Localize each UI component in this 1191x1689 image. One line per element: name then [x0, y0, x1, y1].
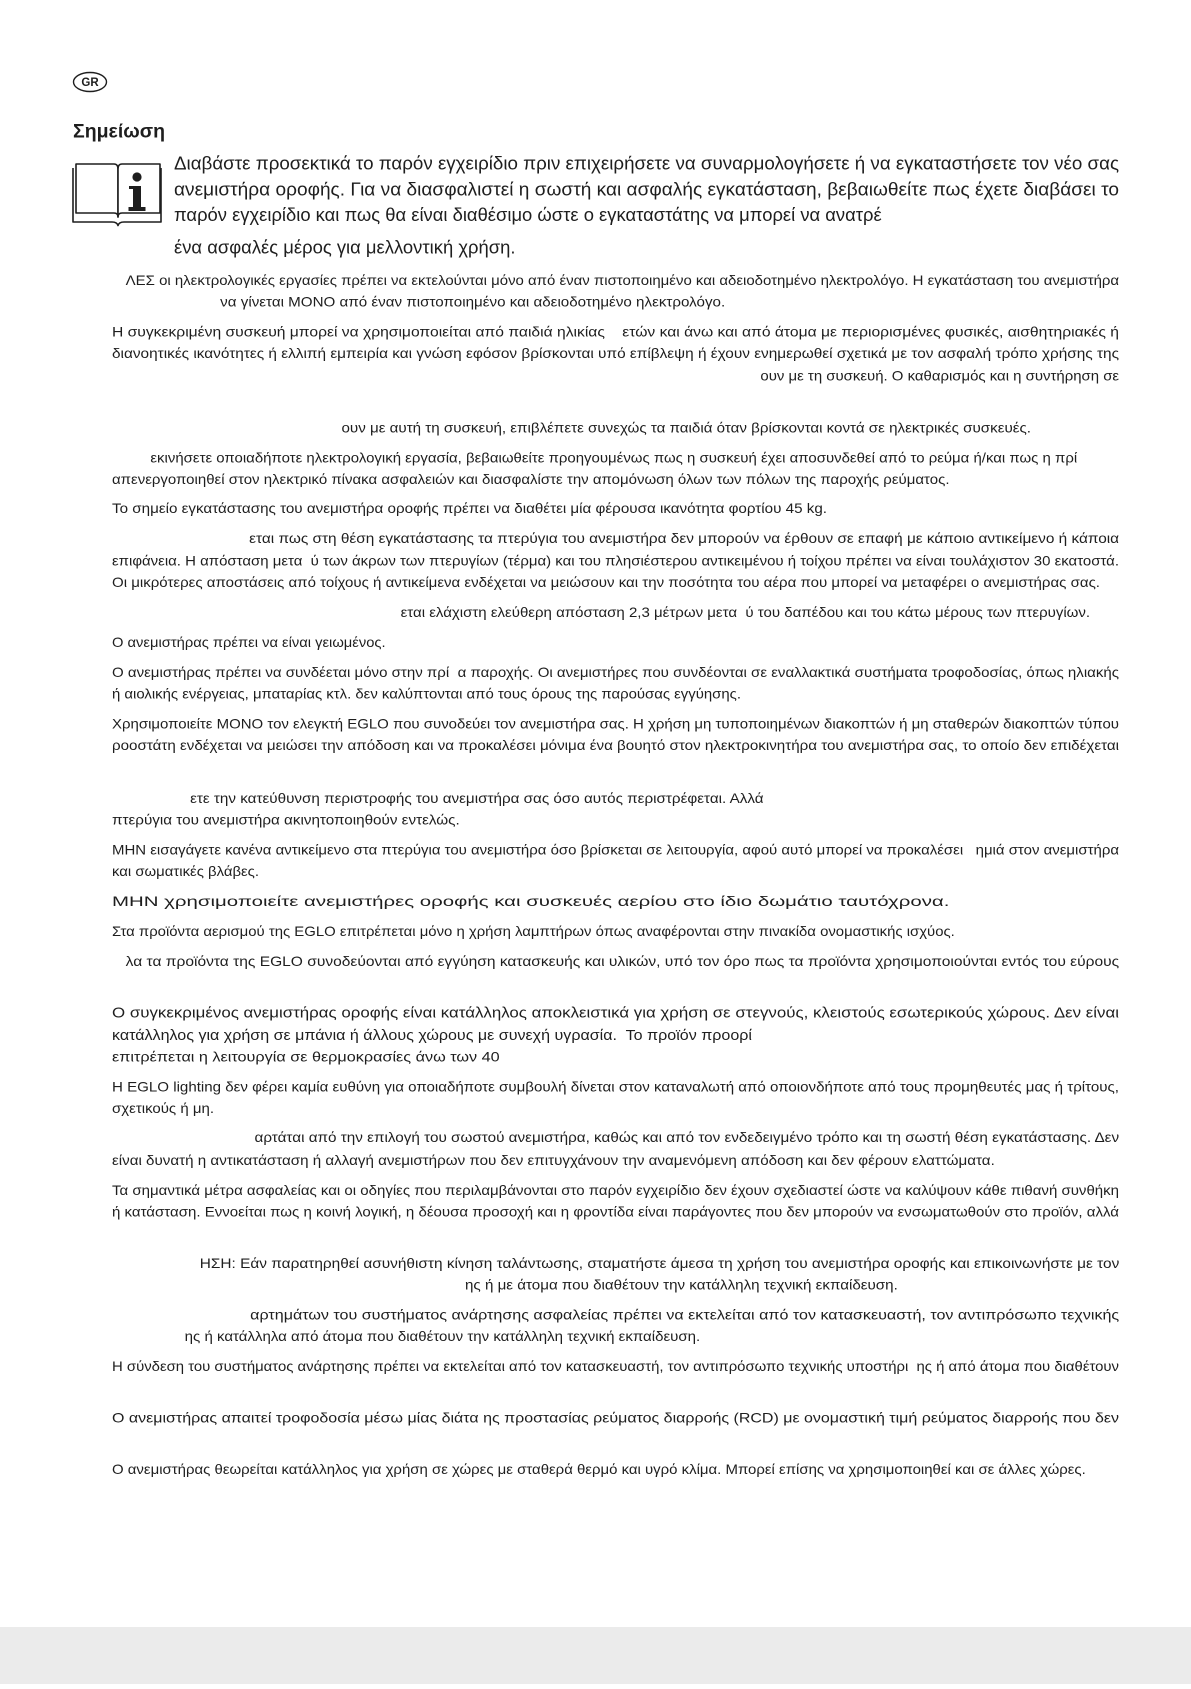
para-line: εκινήσετε οποιαδήποτε ηλεκτρολογική εργασία, βεβαιωθείτε προηγουμένως πως η συσκευή έχει αποσυνδεθεί από το ρεύμα ή/και πως η πρί — [150, 449, 1078, 466]
para-line: Τα σημαντικά μέτρα ασφαλείας και οι οδηγίες που περιλαμβάνονται στο παρόν εγχειρίδιο δεν έχουν σχεδιαστεί ώστε να καλύψουν κάθε πιθανή συνθήκη — [112, 1181, 1119, 1198]
paragraph-grounding — [112, 634, 386, 650]
para-line: επιτρέπεται η λειτουργία σε θερμοκρασίες άνω των 40 — [112, 1048, 500, 1065]
para-line: εται πως στη θέση εγκατάστασης τα πτερύγια του ανεμιστήρα δεν μπορούν να έρθουν σε επαφή με κάποιο αντικείμενο ή κάποια — [249, 529, 1120, 546]
paragraph-power-supply — [112, 664, 1119, 701]
para-line: Η συγκεκριμένη συσκευή μπορεί να χρησιμοποιείται από παιδιά ηλικίας ετών και άνω και από άτομα με περιορισμένες φυσικές, αισθητηριακές ή — [112, 323, 1119, 340]
book-info-icon — [73, 164, 161, 226]
para-line: Στα προϊόντα αερισμού της EGLO επιτρέπεται μόνο η χρήση λαμπτήρων όπως αναφέρονται στην πινακίδα ονομαστικής ισχύος. — [112, 923, 955, 939]
para-line: και σωματικές βλάβες. — [112, 862, 259, 879]
intro-paragraph — [174, 153, 1119, 258]
paragraph-safety-suspension — [185, 1306, 1120, 1344]
paragraph-floor-clearance — [401, 604, 1091, 620]
para-line: Ο ανεμιστήρας απαιτεί τροφοδοσία μέσω μίας διάτα ης προστασίας ρεύματος διαρροής (RCD) με ονομαστική τιμή ρεύματος διαρροής που δεν — [112, 1409, 1119, 1426]
paragraph-controller — [112, 716, 1119, 754]
paragraph-liability — [112, 1079, 1119, 1117]
para-line: Ο ανεμιστήρας πρέπει να είναι γειωμένος. — [112, 634, 386, 651]
footer-band — [0, 1627, 1191, 1684]
para-line: Οι μικρότερες αποστάσεις από τοίχους ή αντικείμενα ενδέχεται να μειώσουν και την ποσότητα του αέρα που μπορεί να μεταφέρει ο ανεμιστήρας σας. — [112, 573, 1100, 590]
para-line: ή κατάσταση. Εννοείται πως η κοινή λογική, η δέουσα προσοχή και η φροντίδα είναι παράγοντες που δεν μπορούν να ενσωματωθούν στο προϊόν, αλλά — [112, 1203, 1119, 1220]
para-line: Ο ανεμιστήρας πρέπει να συνδέεται μόνο στην πρί α παροχής. Οι ανεμιστήρες που συνδέονται σε εναλλακτικά συστήματα τροφοδοσίας, όπως ηλιακής — [112, 664, 1120, 681]
intro-line: παρόν εγχειρίδιο και πως θα είναι διαθέσιμο ώστε ο εγκαταστάτης να μπορεί να ανατρέ — [174, 204, 882, 226]
paragraph-load-capacity — [112, 500, 827, 516]
paragraph-gas-appliances — [112, 893, 949, 909]
para-line: ουν με τη συσκευή. Ο καθαρισμός και η συντήρηση σε — [760, 367, 1120, 384]
intro-line: Διαβάστε προσεκτικά το παρόν εγχειρίδιο πριν επιχειρήσετε να συναρμολογήσετε ή να εγκαταστήσετε τον νέο σας — [174, 152, 1120, 174]
para-line: Ο συγκεκριμένος ανεμιστήρας οροφής είναι κατάλληλος αποκλειστικά για χρήση σε στεγνούς, κλειστούς εσωτερικούς χώρους. Δεν είναι — [112, 1004, 1119, 1022]
paragraph-indoor-use — [112, 1005, 1119, 1065]
paragraph-safety-measures — [112, 1182, 1119, 1220]
para-line: ης ή με άτομα που διαθέτουν την κατάλληλη τεχνική εκπαίδευση. — [465, 1276, 898, 1293]
para-line: είναι δυνατή η αντικατάσταση ή αλλαγή ανεμιστήρων που δεν επιτυγχάνουν την αναμενόμενη απόδοση και δεν φέρουν ελαττώματα. — [112, 1151, 995, 1168]
para-line: Χρησιμοποιείτε ΜΟΝΟ τον ελεγκτή EGLO που συνοδεύει τον ανεμιστήρα σας. Η χρήση μη τυποποιημένων διακοπτών ή μη σταθερών διακοπτών τύπου — [112, 715, 1119, 732]
para-line: ΜΗΝ εισαγάγετε κανένα αντικείμενο στα πτερύγια του ανεμιστήρα όσο βρίσκεται σε λειτουργία, αφού αυτό μπορεί να προκαλέσει ημιά στον ανεμιστήρα — [112, 841, 1119, 858]
paragraph-electrician-notice — [126, 272, 1119, 310]
paragraph-no-objects — [112, 841, 1119, 878]
paragraph-rotation-direction — [112, 790, 764, 828]
paragraph-performance — [112, 1129, 1119, 1168]
para-line: ΗΣΗ: Εάν παρατηρηθεί ασυνήθιστη κίνηση ταλάντωσης, σταματήστε άμεσα τη χρήση του ανεμιστήρα οροφής και επικοινωνήστε με τον — [199, 1254, 1120, 1271]
language-badge-label: GR — [81, 77, 99, 89]
para-line: ετε την κατεύθυνση περιστροφής του ανεμιστήρα σας όσο αυτός περιστρέφεται. Αλλά — [190, 789, 764, 806]
para-line: σχετικούς ή μη. — [112, 1100, 214, 1117]
para-line: κατάλληλος για χρήση σε μπάνια ή άλλους χώρους με συνεχή υγρασία. Το προϊόν προορί — [112, 1027, 753, 1045]
paragraph-power-disconnect — [112, 449, 1077, 486]
para-line: ΜΗΝ χρησιμοποιείτε ανεμιστήρες οροφής και συσκευές αερίου στο ίδιο δωμάτιο ταυτόχρονα. — [112, 892, 950, 909]
para-line: αρτημάτων του συστήματος ανάρτησης ασφαλείας πρέπει να εκτελείται από τον κατασκευαστή, τον αντιπρόσωπο τεχνικής — [250, 1306, 1120, 1323]
paragraph-climate — [112, 1461, 1086, 1477]
para-line: απενεργοποιηθεί στον ηλεκτρικό πίνακα ασφαλειών και διασφαλίστε την απομόνωση όλων των πόλων της παροχής ρεύματος. — [112, 470, 950, 487]
para-line: Ο ανεμιστήρας θεωρείται κατάλληλος για χρήση σε χώρες με σταθερά θερμό και υγρό κλίμα. Μπορεί επίσης να χρησιμοποιηθεί και σε άλλες χώρες. — [112, 1461, 1086, 1478]
para-line: διανοητικές ικανότητες ή ελλιπή εμπειρία και γνώση εφόσον βρίσκονται υπό επίβλεψη ή έχουν ενημερωθεί σχετικά με τον ασφαλή τρόπο χρήσης της — [112, 345, 1120, 362]
para-line: ροοστάτη ενδέχεται να μειώσει την απόδοση και να προκαλέσει μόνιμα ένα βουητό στον ηλεκτροκινητήρα του ανεμιστήρα σας, το οποίο δεν επιδέχεται — [112, 737, 1119, 754]
paragraph-blade-clearance — [112, 530, 1119, 590]
page-title: Σημείωση — [73, 120, 165, 143]
paragraph-rcd — [112, 1410, 1119, 1426]
para-line: ΛΕΣ οι ηλεκτρολογικές εργασίες πρέπει να εκτελούνται μόνο από έναν πιστοποιημένο και αδειοδοτημένο ηλεκτρολόγο. Η εγκατάσταση του ανεμιστήρα — [125, 272, 1120, 289]
intro-line: ένα ασφαλές μέρος για μελλοντική χρήση. — [174, 236, 516, 258]
paragraph-lamps — [112, 923, 955, 939]
para-line: Η σύνδεση του συστήματος ανάρτησης πρέπει να εκτελείται από τον κατασκευαστή, τον αντιπρόσωπο τεχνικής υποστήρι ης ή από άτομα που διαθέτουν — [112, 1357, 1119, 1374]
para-line: ης ή κατάλληλα από άτομα που διαθέτουν την κατάλληλη τεχνική εκπαίδευση. — [184, 1327, 701, 1344]
para-line: ή αιολικής ενέργειας, μπαταρίας κτλ. δεν καλύπτονται από τους όρους της παρούσας εγγύησης. — [112, 685, 741, 702]
paragraph-suspension-connection — [112, 1358, 1119, 1374]
para-line: λα τα προϊόντα της EGLO συνοδεύονται από εγγύηση κατασκευής και υλικών, υπό τον όρο πως τα προϊόντα χρησιμοποιούνται εντός του εύρους — [125, 953, 1120, 970]
intro-line: ανεμιστήρα οροφής. Για να διασφαλιστεί η σωστή και ασφαλής εγκατάσταση, βεβαιωθείτε πως έχετε διαβάσει το — [174, 178, 1119, 200]
para-line: εται ελάχιστη ελεύθερη απόσταση 2,3 μέτρων μετα ύ του δαπέδου και του κάτω μέρους των πτερυγίων. — [400, 604, 1091, 620]
para-line: Η EGLO lighting δεν φέρει καμία ευθύνη για οποιαδήποτε συμβουλή δίνεται στον καταναλωτή από οποιονδήποτε από τους προμηθευτές μας ή τρίτους, — [112, 1078, 1119, 1095]
paragraph-wobble-notice — [200, 1255, 1120, 1292]
para-line: να γίνεται ΜΟΝΟ από έναν πιστοποιημένο και αδειοδοτημένο ηλεκτρολόγο. — [220, 293, 726, 310]
para-line: Το σημείο εγκατάστασης του ανεμιστήρα οροφής πρέπει να διαθέτει μία φέρουσα ικανότητα φορτίου 45 kg. — [112, 499, 827, 516]
para-line: ουν με αυτή τη συσκευή, επιβλέπετε συνεχώς τα παιδιά όταν βρίσκονται κοντά σε ηλεκτρικές συσκευές. — [341, 419, 1031, 436]
paragraph-children-near-appliances — [342, 419, 1032, 435]
para-line: πτερύγια του ανεμιστήρα ακινητοποιηθούν εντελώς. — [112, 811, 460, 828]
paragraph-warranty — [126, 953, 1120, 969]
para-line: επιφάνεια. Η απόσταση μετα ύ των άκρων των πτερυγίων (τέρμα) και του πλησιέστερου αντικειμένου ή τοίχου πρέπει να είναι τουλάχιστον 30 εκατοστά. — [112, 552, 1119, 569]
language-badge — [74, 73, 107, 92]
para-line: αρτάται από την επιλογή του σωστού ανεμιστήρα, καθώς και από τον ενδεδειγμένο τρόπο και τη σωστή θέση εγκατάστασης. Δεν — [254, 1129, 1120, 1146]
paragraph-children-supervision — [112, 324, 1119, 384]
